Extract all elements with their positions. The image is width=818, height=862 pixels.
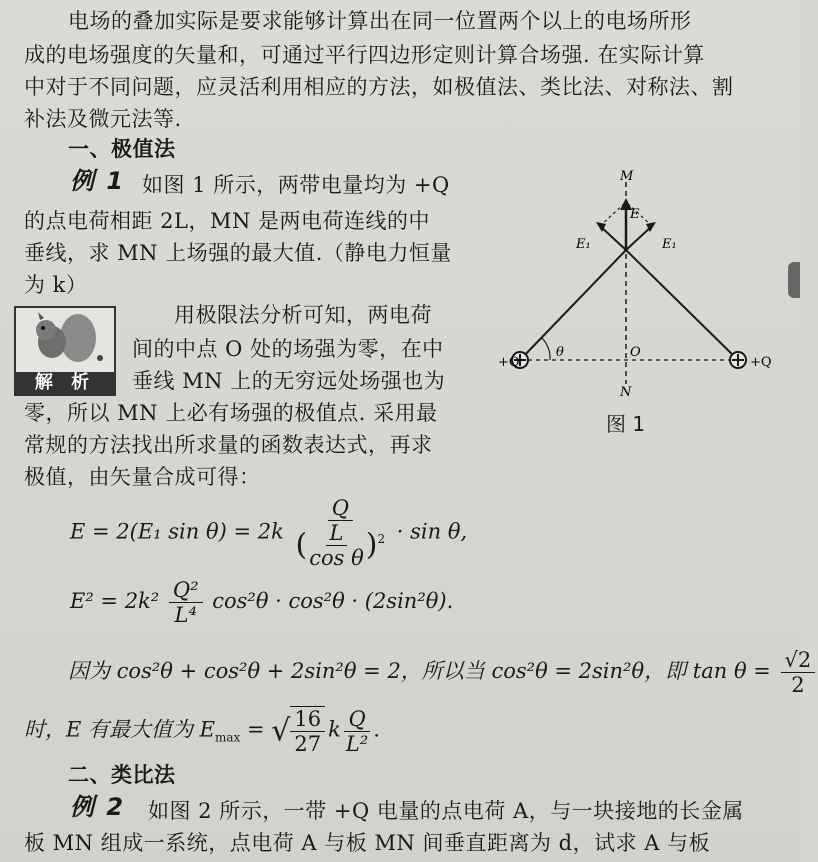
e1-left-vector <box>600 226 626 250</box>
formula-1-tail: · sin θ, <box>396 519 468 544</box>
intro-line-4: 补法及微元法等. <box>24 107 182 131</box>
analysis-line-3: 垂线 MN 上的无穷远处场强也为 <box>132 369 446 393</box>
label-o: O <box>630 345 641 360</box>
conclusion-text-1: 因为 cos²θ + cos²θ + 2sin²θ = 2，所以当 cos²θ = 2sin²θ，即 tan θ = <box>68 659 771 683</box>
example-1-line-4: 为 k） <box>24 273 88 297</box>
label-n: N <box>620 385 632 400</box>
analysis-line-1: 用极限法分析可知，两电荷 <box>174 303 432 327</box>
formula-field-strength <box>70 496 467 570</box>
figure-1-diagram <box>498 166 788 406</box>
constant-k: k <box>328 717 341 742</box>
q-denominator: L² <box>345 731 369 756</box>
conclusion-line-2: 时，E 有最大值为 $E_{max}$ = √ $\frac{16}{27}$ k $\frac{Q}{\text{L²}}$ . <box>24 706 380 756</box>
formula-1-numerator: Q <box>328 496 353 521</box>
label-e1-right: E₁ <box>662 237 677 252</box>
formula-2-denominator: L⁴ <box>174 603 197 627</box>
e1-right-vector <box>626 226 652 250</box>
page-edge-tab <box>788 262 800 298</box>
formula-1-inner-num: L <box>326 521 348 546</box>
analysis-line-2: 间的中点 O 处的场强为零，在中 <box>132 337 444 361</box>
analysis-line-6: 极值，由矢量合成可得： <box>24 465 261 489</box>
formula-2-fraction <box>169 578 203 627</box>
analysis-label: 解 析 <box>16 372 114 394</box>
intro-line-1: 电场的叠加实际是要求能够计算出在同一位置两个以上的电场所形 <box>68 9 692 33</box>
formula-1-inner-den: cos θ <box>309 546 364 570</box>
example-1-label: 例 1 <box>70 167 126 195</box>
example-1-line-2: 的点电荷相距 2L，MN 是两电荷连线的中 <box>24 209 431 233</box>
example-2-line-2: 板 MN 组成一系统，点电荷 A 与板 MN 间垂直距离为 d，试求 A 与板 <box>24 831 711 855</box>
right-charge-line <box>626 250 738 360</box>
figure-1-caption: 图 1 <box>606 412 646 436</box>
formula-2-lhs: E² = 2k² <box>70 589 160 613</box>
formula-1-lhs: E = 2(E₁ sin θ) = 2k <box>70 519 284 544</box>
q-numerator: Q <box>344 707 369 732</box>
analysis-line-4: 零，所以 MN 上必有场强的极值点. 采用最 <box>24 401 438 425</box>
label-q-right: +Q <box>750 355 772 370</box>
formula-2-numerator: Q² <box>169 578 203 603</box>
analysis-line-5: 常规的方法找出所求量的函数表达式，再求 <box>24 433 433 457</box>
intro-line-3: 中对于不同问题，应灵活利用相应的方法，如极值法、类比法、对称法、割 <box>24 75 734 99</box>
parallelogram-left <box>600 202 626 226</box>
formula-1-fraction <box>294 496 388 570</box>
equals-sign: = <box>240 717 272 742</box>
intro-line-2: 成的电场强度的矢量和，可通过平行四边形定则计算合场强. 在实际计算 <box>24 43 705 67</box>
conclusion-line-1 <box>68 648 818 697</box>
emax-subscript: max <box>215 730 241 745</box>
example-1-line-3: 垂线，求 MN 上场强的最大值.（静电力恒量 <box>24 241 452 265</box>
formula-squared <box>70 578 453 627</box>
conclusion-period: . <box>373 717 380 742</box>
q-over-l-fraction <box>344 707 370 756</box>
label-e: E <box>630 207 640 222</box>
formula-1-denominator: ( $\frac{L}{\text{cos θ}}$ )$^2$ <box>295 521 386 570</box>
tan-fraction <box>781 648 816 697</box>
formula-2-tail: cos²θ · cos²θ · (2sin²θ). <box>212 589 454 613</box>
example-1-line-1: 如图 1 所示，两带电量均为 +Q <box>142 173 450 197</box>
left-charge-line <box>520 250 626 360</box>
label-e1-left: E₁ <box>576 237 591 252</box>
squirrel-icon <box>16 308 114 372</box>
section-title-analogy: 二、类比法 <box>68 763 176 787</box>
analysis-badge <box>14 306 116 396</box>
label-theta: θ <box>556 345 564 360</box>
tan-denominator: 2 <box>791 673 805 697</box>
root-fraction <box>290 706 325 756</box>
tan-numerator: √2 <box>781 648 816 673</box>
example-2-line-1: 如图 2 所示，一带 +Q 电量的点电荷 A，与一块接地的长金属 <box>148 799 744 823</box>
label-q-left: +Q <box>498 355 520 370</box>
label-m: M <box>620 169 634 184</box>
section-title-extremum: 一、极值法 <box>68 137 176 161</box>
root-numerator: 16 <box>290 707 325 732</box>
example-2-label: 例 2 <box>70 793 126 821</box>
conclusion-text-2: 时，E 有最大值为 E <box>24 717 216 742</box>
root-denominator: 27 <box>294 732 322 756</box>
theta-arc <box>542 338 550 360</box>
